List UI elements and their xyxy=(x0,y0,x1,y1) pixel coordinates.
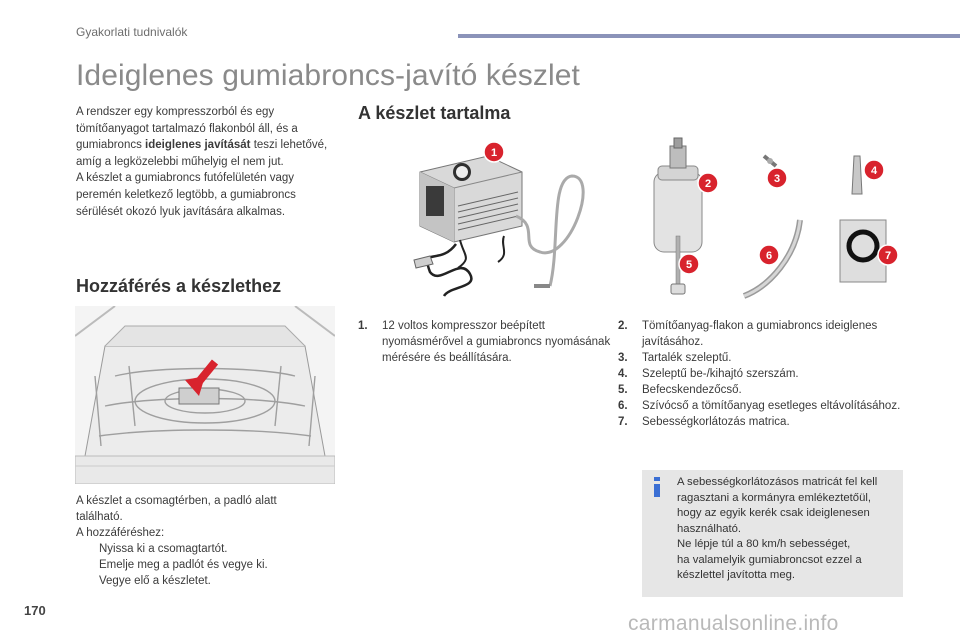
callout-number: 2 xyxy=(704,178,712,190)
intro-line: A készlet a gumiabroncs futófelületén vagy xyxy=(76,172,294,185)
callout-number: 1 xyxy=(490,147,498,159)
kit-item xyxy=(618,414,908,430)
section-header-label: Gyakorlati tudnivalók xyxy=(76,25,188,39)
note-line: ragasztani a kormányra emlékeztetőül, xyxy=(677,491,872,504)
callout-number: 7 xyxy=(884,250,892,262)
item-number: 6. xyxy=(618,400,628,412)
kit-item xyxy=(358,318,613,366)
intro-text: teszi lehetővé, xyxy=(250,139,328,152)
callout-number: 4 xyxy=(870,165,878,177)
kit-item xyxy=(618,366,908,382)
callout-2 xyxy=(698,173,718,193)
note-line: ha valamelyik gumiabroncsot ezzel a xyxy=(677,553,862,566)
note-line: készlettel javította meg. xyxy=(677,569,796,581)
callout-number: 5 xyxy=(685,259,693,271)
info-note xyxy=(642,470,903,597)
callout-6 xyxy=(759,245,779,265)
intro-line: A rendszer egy kompresszorból és egy xyxy=(76,106,275,118)
callout-3 xyxy=(767,168,787,188)
valve-core-image xyxy=(764,156,776,166)
access-step xyxy=(76,541,346,557)
intro-paragraph xyxy=(76,104,346,220)
callout-1 xyxy=(484,142,504,162)
step-text: Vegye elő a készletet. xyxy=(99,575,211,587)
intro-line: amíg a legközelebbi műhelyig el nem jut. xyxy=(76,155,284,168)
kit-item xyxy=(618,398,908,414)
callout-4 xyxy=(864,160,884,180)
callout-5 xyxy=(679,254,699,274)
kit-contents-heading: A készlet tartalma xyxy=(358,103,511,123)
intro-line xyxy=(76,137,346,154)
intro-line: tömítőanyagot tartalmazó flakonból áll, és a xyxy=(76,122,298,135)
note-line: használható. xyxy=(677,522,742,535)
item-number: 1. xyxy=(358,320,368,332)
item-number: 2. xyxy=(618,320,628,332)
kit-illustration xyxy=(400,136,906,306)
item-number: 7. xyxy=(618,416,628,428)
info-icon xyxy=(650,477,664,497)
item-number: 3. xyxy=(618,352,628,364)
access-line: A készlet a csomagtérben, a padló alatt xyxy=(76,495,277,507)
sealant-bottle-image xyxy=(654,138,702,252)
item-text: Tömítőanyag-flakon a gumiabroncs ideiglenes javításához. xyxy=(642,320,878,348)
kit-items-left xyxy=(358,318,613,366)
item-number: 5. xyxy=(618,384,628,396)
note-text xyxy=(677,475,902,584)
watermark: carmanualsonline.info xyxy=(628,612,839,635)
page-title: Ideiglenes gumiabroncs-javító készlet xyxy=(76,59,580,92)
item-text: Sebességkorlátozás matrica. xyxy=(642,416,790,428)
note-line: hogy az egyik kerék csak ideiglenesen xyxy=(677,507,870,519)
intro-text: gumiabroncs xyxy=(76,139,146,152)
item-text: Szívócső a tömítőanyag esetleges eltávolításához. xyxy=(642,400,901,412)
kit-item xyxy=(618,382,908,398)
item-text: Befecskendezőcső. xyxy=(642,384,742,396)
item-text: Szeleptű be-/kihajtó szerszám. xyxy=(642,368,799,380)
trunk-illustration xyxy=(75,306,335,484)
valve-tool-image xyxy=(852,156,862,194)
header-rule xyxy=(458,34,960,38)
callout-number: 3 xyxy=(773,173,781,185)
kit-items-right xyxy=(618,318,908,430)
compressor-image xyxy=(414,156,583,296)
access-step xyxy=(76,573,346,589)
callout-7 xyxy=(878,245,898,265)
note-line: A sebességkorlátozásos matricát fel kell xyxy=(677,476,878,488)
step-text: Nyissa ki a csomagtartót. xyxy=(99,543,228,555)
access-heading: Hozzáférés a készlethez xyxy=(76,276,282,296)
kit-item xyxy=(618,318,908,350)
intro-line: peremén keletkező legtöbb, a gumiabroncs xyxy=(76,188,296,201)
page-number: 170 xyxy=(24,603,46,618)
intro-emphasis: ideiglenes javítását xyxy=(145,139,251,152)
intro-line: sérülését okozó lyuk javítására alkalmas. xyxy=(76,205,286,218)
access-instructions xyxy=(76,493,346,589)
item-text: 12 voltos kompresszor beépített nyomásmérővel a gumiabroncs nyomásának mérésére és beállítására. xyxy=(382,320,611,364)
item-text: Tartalék szeleptű. xyxy=(642,352,732,364)
note-line: Ne lépje túl a 80 km/h sebességet, xyxy=(677,538,851,550)
item-number: 4. xyxy=(618,368,628,380)
access-step xyxy=(76,557,346,573)
access-line: található. xyxy=(76,511,123,523)
access-line: A hozzáféréshez: xyxy=(76,527,165,539)
kit-item xyxy=(618,350,908,366)
callout-number: 6 xyxy=(765,250,773,262)
step-text: Emelje meg a padlót és vegye ki. xyxy=(99,559,268,571)
